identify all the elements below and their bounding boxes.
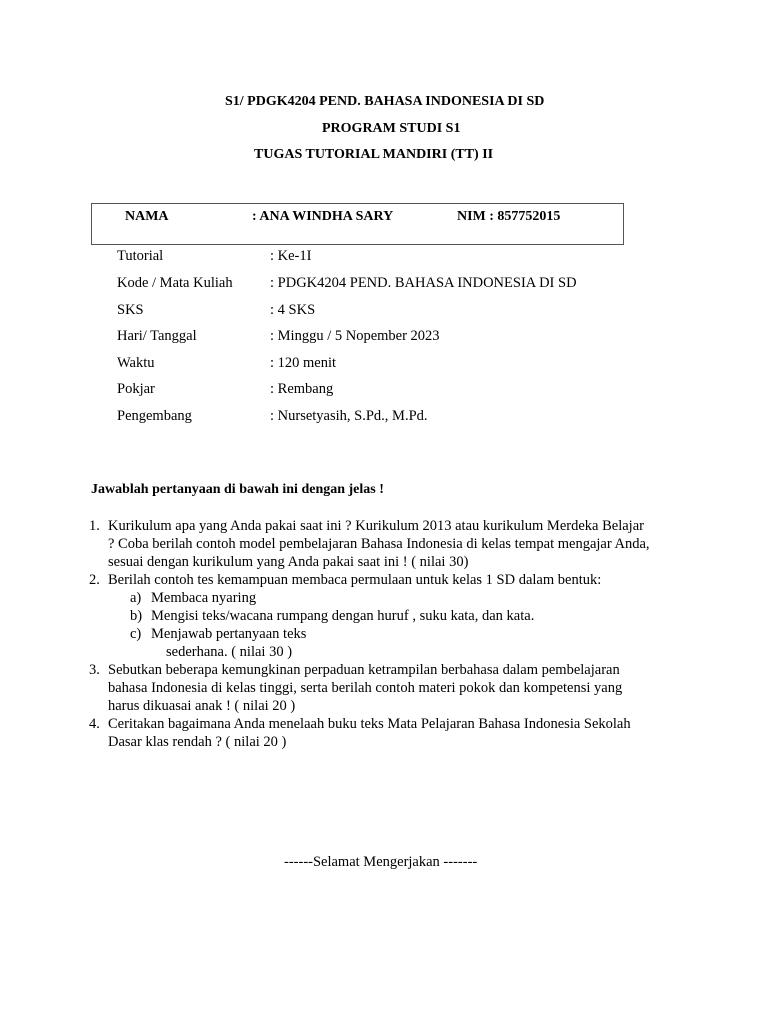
info-key: Pengembang — [117, 408, 192, 424]
question-2-sub-b-letter: b) — [130, 608, 143, 624]
info-key: Kode / Mata Kuliah — [117, 275, 233, 291]
question-4-number: 4. — [89, 716, 100, 732]
question-3-number: 3. — [89, 662, 100, 678]
info-key: Tutorial — [117, 248, 164, 264]
instruction-heading: Jawablah pertanyaan di bawah ini dengan jelas ! — [91, 482, 384, 497]
question-2-number: 2. — [89, 572, 100, 588]
info-value: : 4 SKS — [270, 302, 316, 318]
info-row-time — [117, 355, 717, 375]
info-value: : Minggu / 5 Nopember 2023 — [270, 328, 440, 344]
closing-message: ------Selamat Mengerjakan ------- — [284, 854, 478, 870]
name-label: NAMA — [125, 209, 169, 224]
info-row-course-code — [117, 275, 717, 295]
question-3-line-2: bahasa Indonesia di kelas tinggi, serta berilah contoh materi pokok dan kompetensi yang — [108, 680, 623, 696]
info-key: Pokjar — [117, 381, 155, 397]
nim-value: NIM : 857752015 — [457, 209, 561, 224]
question-2-sub-a-text: Membaca nyaring — [151, 590, 257, 606]
question-3-line-1: Sebutkan beberapa kemungkinan perpaduan ketrampilan berbahasa dalam pembelajaran — [108, 662, 620, 678]
header-course-title: S1/ PDGK4204 PEND. BAHASA INDONESIA DI SD — [225, 94, 545, 109]
info-row-sks — [117, 302, 717, 322]
info-row-tutorial — [117, 248, 717, 268]
question-1-number: 1. — [89, 518, 100, 534]
question-2-sub-a-letter: a) — [130, 590, 142, 606]
question-4-line-2: Dasar klas rendah ? ( nilai 20 ) — [108, 734, 287, 750]
header-program: PROGRAM STUDI S1 — [322, 121, 461, 136]
question-4-line-1: Ceritakan bagaimana Anda menelaah buku teks Mata Pelajaran Bahasa Indonesia Sekolah — [108, 716, 631, 732]
header-assignment-title: TUGAS TUTORIAL MANDIRI (TT) II — [254, 147, 494, 162]
question-2-sub-c-continuation: sederhana. ( nilai 30 ) — [166, 644, 293, 660]
info-key: Hari/ Tanggal — [117, 328, 197, 344]
info-value: : 120 menit — [270, 355, 337, 371]
question-3-line-3: harus dikuasai anak ! ( nilai 20 ) — [108, 698, 296, 714]
info-row-pokjar — [117, 381, 717, 401]
info-row-date — [117, 328, 717, 348]
question-2-sub-b-text: Mengisi teks/wacana rumpang dengan huruf , suku kata, dan kata. — [151, 608, 535, 624]
info-row-developer — [117, 408, 717, 428]
info-key: SKS — [117, 302, 144, 318]
question-2-sub-c-text: Menjawab pertanyaan teks — [151, 626, 307, 642]
student-identity-box — [91, 203, 624, 245]
name-value: : ANA WINDHA SARY — [252, 209, 394, 224]
question-1-line-2: ? Coba berilah contoh model pembelajaran Bahasa Indonesia di kelas tempat mengajar Anda, — [108, 536, 650, 552]
info-key: Waktu — [117, 355, 155, 371]
question-2-line-1: Berilah contoh tes kemampuan membaca permulaan untuk kelas 1 SD dalam bentuk: — [108, 572, 602, 588]
info-value: : Rembang — [270, 381, 334, 397]
info-value: : Ke-1I — [270, 248, 312, 264]
info-value: : Nursetyasih, S.Pd., M.Pd. — [270, 408, 428, 424]
question-2-sub-c-letter: c) — [130, 626, 142, 642]
question-1-line-1: Kurikulum apa yang Anda pakai saat ini ? Kurikulum 2013 atau kurikulum Merdeka Belajar — [108, 518, 644, 534]
question-1-line-3: sesuai dengan kurikulum yang Anda pakai saat ini ! ( nilai 30) — [108, 554, 469, 570]
info-value: : PDGK4204 PEND. BAHASA INDONESIA DI SD — [270, 275, 577, 291]
